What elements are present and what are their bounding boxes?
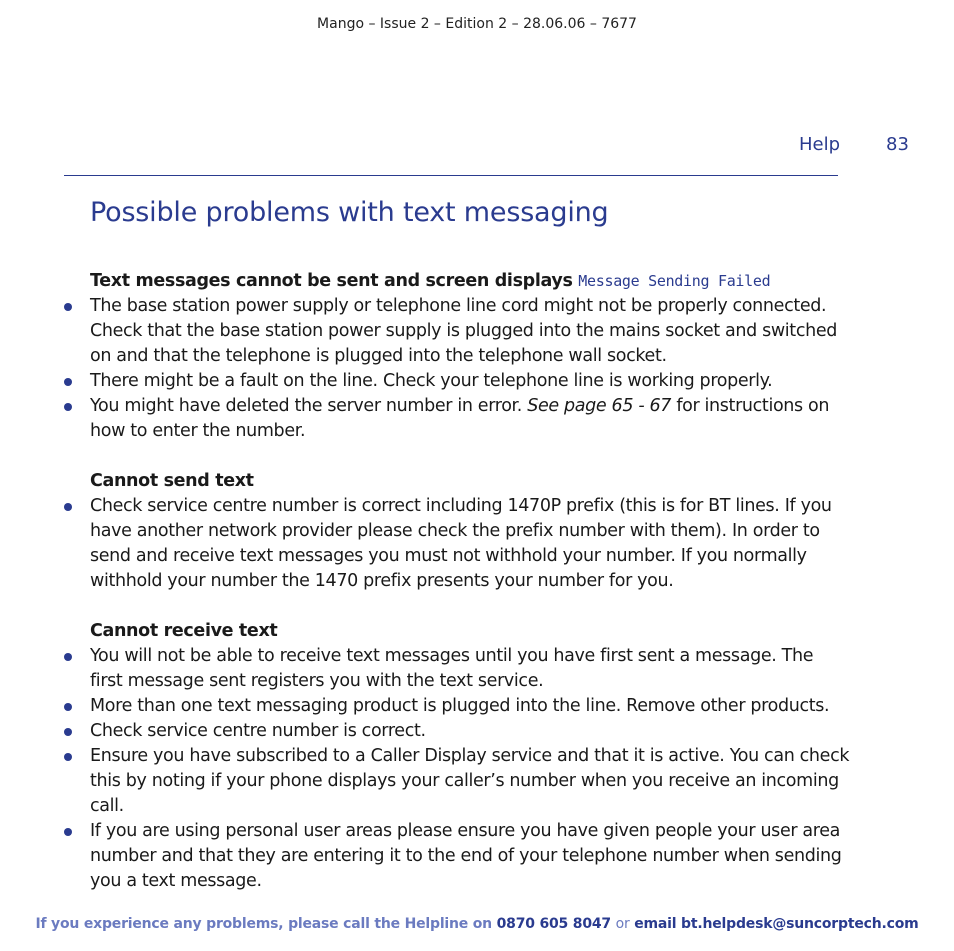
list-item-text: Check service centre number is correct.: [90, 721, 426, 741]
footer-text: If you experience any problems, please call the Helpline on: [35, 916, 492, 932]
list-item-text: You will not be able to receive text messages until you have first sent a message. The first message sent registers you with the text service.: [90, 646, 814, 691]
list-item: [90, 369, 850, 394]
bullet-icon: [64, 728, 72, 736]
page-number: 83: [886, 134, 909, 155]
bullet-icon: [64, 653, 72, 661]
section-heading-text: Text messages cannot be sent and screen displays: [90, 271, 573, 291]
list-item-text: Check service centre number is correct including 1470P prefix (this is for BT lines. If you have another network provider please check the prefix number with them). In order to send and receive text messages you must not withhold your number. If you normally withhold your number the 1470 prefix presents your number for you.: [90, 496, 832, 591]
page-title: Possible problems with text messaging: [90, 197, 609, 228]
list-item-text: You might have deleted the server number in error.: [90, 396, 523, 416]
helpline-phone: 0870 605 8047: [496, 916, 611, 932]
list-item-text: There might be a fault on the line. Check your telephone line is working properly.: [90, 371, 773, 391]
list-item: [90, 719, 850, 744]
list-item: [90, 494, 850, 594]
list-item-text: If you are using personal user areas please ensure you have given people your user area number and that they are entering it to the end of your telephone number when sending you a text message.: [90, 821, 842, 891]
list-item-text: The base station power supply or telephone line cord might not be properly connected. Check that the base station power supply is plugged into the mains socket and switched on and that the telephone is plugged into the telephone wall socket.: [90, 296, 838, 366]
bullet-list: [90, 494, 850, 594]
list-item: [90, 294, 850, 369]
section-cannot-receive: [90, 619, 850, 894]
content: [90, 269, 850, 919]
bullet-list: [90, 644, 850, 894]
footer-helpline: [0, 916, 954, 932]
section-heading: Cannot receive text: [90, 621, 278, 641]
list-item: [90, 394, 850, 444]
section-heading: Cannot send text: [90, 471, 254, 491]
display-message: Message Sending Failed: [578, 272, 771, 290]
list-item: [90, 744, 850, 819]
bullet-icon: [64, 403, 72, 411]
bullet-list: [90, 294, 850, 444]
section-sending-failed: [90, 269, 850, 444]
bullet-icon: [64, 303, 72, 311]
bullet-icon: [64, 378, 72, 386]
section-heading: [90, 269, 850, 294]
list-item-text: More than one text messaging product is plugged into the line. Remove other products.: [90, 696, 830, 716]
header-rule: [64, 175, 838, 176]
header-meta: Mango – Issue 2 – Edition 2 – 28.06.06 – 7677: [317, 16, 637, 32]
list-item: [90, 819, 850, 894]
section-name: Help: [799, 134, 841, 155]
bullet-icon: [64, 753, 72, 761]
section-cannot-send: [90, 469, 850, 594]
helpdesk-email: email bt.helpdesk@suncorptech.com: [634, 916, 919, 932]
page-reference: See page 65 - 67: [527, 396, 672, 416]
bullet-icon: [64, 703, 72, 711]
bullet-icon: [64, 503, 72, 511]
list-item-text: for instructions on how to enter the number.: [90, 396, 830, 441]
list-item: [90, 694, 850, 719]
list-item: [90, 644, 850, 694]
bullet-icon: [64, 828, 72, 836]
list-item-text: Ensure you have subscribed to a Caller Display service and that it is active. You can check this by noting if your phone displays your caller’s number when you receive an incoming call.: [90, 746, 850, 816]
footer-or: or: [615, 916, 630, 932]
